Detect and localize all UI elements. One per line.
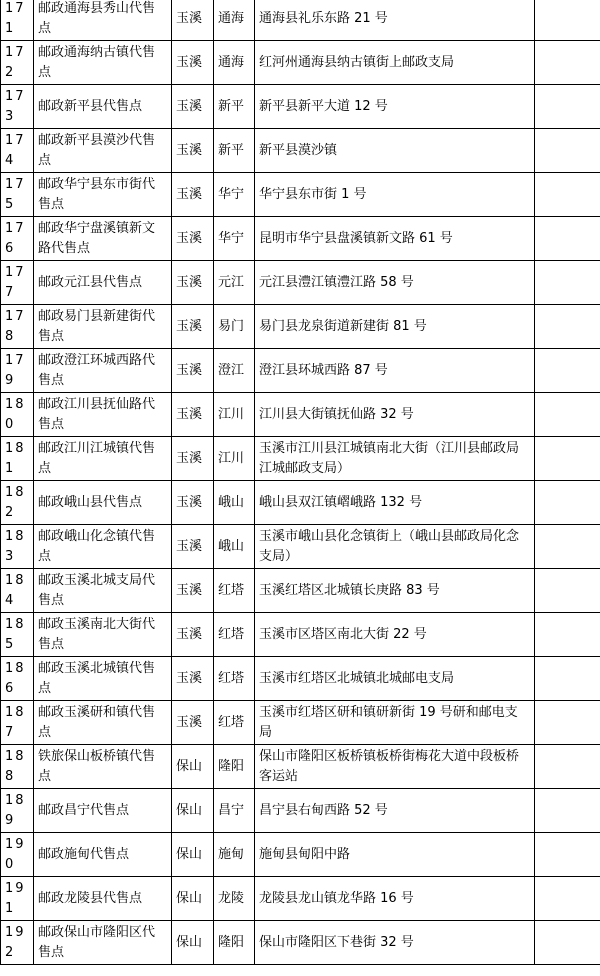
outlet-name-cell: 铁旅保山板桥镇代售点 [34, 745, 172, 789]
address-cell: 通海县礼乐东路 21 号 [255, 0, 535, 41]
outlet-name-cell: 邮政江川江城镇代售点 [34, 437, 172, 481]
county-cell: 华宁 [214, 173, 255, 217]
extra-cell [535, 569, 600, 613]
outlet-name-cell: 邮政昌宁代售点 [34, 789, 172, 833]
row-number-cell: 189 [1, 789, 34, 833]
address-cell: 玉溪市红塔区研和镇研新街 19 号研和邮电支局 [255, 701, 535, 745]
table-row [1, 525, 600, 569]
outlet-name-cell: 邮政新平县代售点 [34, 85, 172, 129]
city-cell: 保山 [172, 877, 214, 921]
city-cell: 玉溪 [172, 129, 214, 173]
row-number-cell: 192 [1, 921, 34, 965]
county-cell: 龙陵 [214, 877, 255, 921]
extra-cell [535, 833, 600, 877]
row-number-cell: 174 [1, 129, 34, 173]
extra-cell [535, 657, 600, 701]
address-cell: 红河州通海县纳古镇街上邮政支局 [255, 41, 535, 85]
table-row [1, 745, 600, 789]
extra-cell [535, 701, 600, 745]
row-number-cell: 173 [1, 85, 34, 129]
address-cell: 玉溪市红塔区北城镇北城邮电支局 [255, 657, 535, 701]
table-row [1, 393, 600, 437]
table-row [1, 921, 600, 965]
table-row [1, 217, 600, 261]
outlet-name-cell: 邮政玉溪南北大街代售点 [34, 613, 172, 657]
outlet-name-cell: 邮政玉溪北城镇代售点 [34, 657, 172, 701]
row-number-cell: 186 [1, 657, 34, 701]
row-number-cell: 180 [1, 393, 34, 437]
county-cell: 澄江 [214, 349, 255, 393]
city-cell: 玉溪 [172, 0, 214, 41]
city-cell: 玉溪 [172, 217, 214, 261]
address-cell: 玉溪市区塔区南北大街 22 号 [255, 613, 535, 657]
address-cell: 保山市隆阳区下巷街 32 号 [255, 921, 535, 965]
outlet-name-cell: 邮政华宁县东市街代售点 [34, 173, 172, 217]
extra-cell [535, 789, 600, 833]
county-cell: 易门 [214, 305, 255, 349]
city-cell: 玉溪 [172, 173, 214, 217]
row-number-cell: 188 [1, 745, 34, 789]
county-cell: 江川 [214, 393, 255, 437]
outlet-name-cell: 邮政玉溪研和镇代售点 [34, 701, 172, 745]
outlet-name-cell: 邮政通海纳古镇代售点 [34, 41, 172, 85]
address-cell: 易门县龙泉街道新建街 81 号 [255, 305, 535, 349]
extra-cell [535, 305, 600, 349]
row-number-cell: 187 [1, 701, 34, 745]
extra-cell [535, 41, 600, 85]
extra-cell [535, 745, 600, 789]
table-row [1, 789, 600, 833]
address-cell: 昌宁县右甸西路 52 号 [255, 789, 535, 833]
county-cell: 隆阳 [214, 921, 255, 965]
table-row [1, 349, 600, 393]
city-cell: 玉溪 [172, 305, 214, 349]
outlet-name-cell: 邮政通海县秀山代售点 [34, 0, 172, 41]
city-cell: 玉溪 [172, 41, 214, 85]
outlet-name-cell: 邮政玉溪北城支局代售点 [34, 569, 172, 613]
county-cell: 昌宁 [214, 789, 255, 833]
address-cell: 华宁县东市街 1 号 [255, 173, 535, 217]
table-row [1, 305, 600, 349]
city-cell: 玉溪 [172, 481, 214, 525]
city-cell: 保山 [172, 921, 214, 965]
county-cell: 新平 [214, 85, 255, 129]
row-number-cell: 183 [1, 525, 34, 569]
row-number-cell: 181 [1, 437, 34, 481]
extra-cell [535, 0, 600, 41]
county-cell: 施甸 [214, 833, 255, 877]
city-cell: 玉溪 [172, 613, 214, 657]
row-number-cell: 190 [1, 833, 34, 877]
address-cell: 元江县澧江镇澧江路 58 号 [255, 261, 535, 305]
outlet-name-cell: 邮政龙陵县代售点 [34, 877, 172, 921]
city-cell: 玉溪 [172, 525, 214, 569]
row-number-cell: 176 [1, 217, 34, 261]
address-cell: 峨山县双江镇嶍峨路 132 号 [255, 481, 535, 525]
county-cell: 元江 [214, 261, 255, 305]
city-cell: 玉溪 [172, 437, 214, 481]
extra-cell [535, 525, 600, 569]
outlet-name-cell: 邮政新平县漠沙代售点 [34, 129, 172, 173]
city-cell: 玉溪 [172, 261, 214, 305]
county-cell: 通海 [214, 41, 255, 85]
extra-cell [535, 217, 600, 261]
row-number-cell: 179 [1, 349, 34, 393]
table-row [1, 877, 600, 921]
city-cell: 玉溪 [172, 657, 214, 701]
row-number-cell: 171 [1, 0, 34, 41]
extra-cell [535, 173, 600, 217]
outlet-name-cell: 邮政峨山化念镇代售点 [34, 525, 172, 569]
outlet-name-cell: 邮政峨山县代售点 [34, 481, 172, 525]
extra-cell [535, 613, 600, 657]
table-row [1, 261, 600, 305]
county-cell: 通海 [214, 0, 255, 41]
row-number-cell: 178 [1, 305, 34, 349]
city-cell: 玉溪 [172, 701, 214, 745]
row-number-cell: 182 [1, 481, 34, 525]
extra-cell [535, 393, 600, 437]
extra-cell [535, 85, 600, 129]
row-number-cell: 177 [1, 261, 34, 305]
address-cell: 龙陵县龙山镇龙华路 16 号 [255, 877, 535, 921]
table-row [1, 569, 600, 613]
outlet-name-cell: 邮政澄江环城西路代售点 [34, 349, 172, 393]
outlet-name-cell: 邮政施甸代售点 [34, 833, 172, 877]
address-cell: 保山市隆阳区板桥镇板桥街梅花大道中段板桥客运站 [255, 745, 535, 789]
address-cell: 施甸县甸阳中路 [255, 833, 535, 877]
city-cell: 玉溪 [172, 85, 214, 129]
outlet-name-cell: 邮政保山市隆阳区代售点 [34, 921, 172, 965]
extra-cell [535, 261, 600, 305]
county-cell: 红塔 [214, 657, 255, 701]
address-cell: 澄江县环城西路 87 号 [255, 349, 535, 393]
outlet-name-cell: 邮政华宁盘溪镇新文路代售点 [34, 217, 172, 261]
table-row [1, 41, 600, 85]
county-cell: 红塔 [214, 613, 255, 657]
address-cell: 新平县漠沙镇 [255, 129, 535, 173]
county-cell: 红塔 [214, 569, 255, 613]
city-cell: 保山 [172, 789, 214, 833]
city-cell: 保山 [172, 745, 214, 789]
extra-cell [535, 481, 600, 525]
city-cell: 保山 [172, 833, 214, 877]
county-cell: 江川 [214, 437, 255, 481]
county-cell: 华宁 [214, 217, 255, 261]
city-cell: 玉溪 [172, 349, 214, 393]
outlet-name-cell: 邮政江川县抚仙路代售点 [34, 393, 172, 437]
address-cell: 玉溪红塔区北城镇长庚路 83 号 [255, 569, 535, 613]
county-cell: 峨山 [214, 525, 255, 569]
county-cell: 峨山 [214, 481, 255, 525]
extra-cell [535, 921, 600, 965]
row-number-cell: 172 [1, 41, 34, 85]
county-cell: 红塔 [214, 701, 255, 745]
row-number-cell: 175 [1, 173, 34, 217]
address-cell: 玉溪市江川县江城镇南北大街（江川县邮政局江城邮政支局） [255, 437, 535, 481]
outlet-table-body [1, 0, 600, 965]
table-row [1, 833, 600, 877]
table-row [1, 129, 600, 173]
outlet-name-cell: 邮政易门县新建街代售点 [34, 305, 172, 349]
extra-cell [535, 129, 600, 173]
city-cell: 玉溪 [172, 569, 214, 613]
extra-cell [535, 877, 600, 921]
table-row [1, 657, 600, 701]
county-cell: 新平 [214, 129, 255, 173]
row-number-cell: 185 [1, 613, 34, 657]
row-number-cell: 191 [1, 877, 34, 921]
table-row [1, 437, 600, 481]
table-row [1, 0, 600, 41]
row-number-cell: 184 [1, 569, 34, 613]
county-cell: 隆阳 [214, 745, 255, 789]
address-cell: 昆明市华宁县盘溪镇新文路 61 号 [255, 217, 535, 261]
address-cell: 玉溪市峨山县化念镇街上（峨山县邮政局化念支局） [255, 525, 535, 569]
address-cell: 江川县大街镇抚仙路 32 号 [255, 393, 535, 437]
table-row [1, 701, 600, 745]
extra-cell [535, 437, 600, 481]
outlet-name-cell: 邮政元江县代售点 [34, 261, 172, 305]
table-row [1, 481, 600, 525]
table-row [1, 173, 600, 217]
city-cell: 玉溪 [172, 393, 214, 437]
table-row [1, 85, 600, 129]
table-row [1, 613, 600, 657]
extra-cell [535, 349, 600, 393]
address-cell: 新平县新平大道 12 号 [255, 85, 535, 129]
